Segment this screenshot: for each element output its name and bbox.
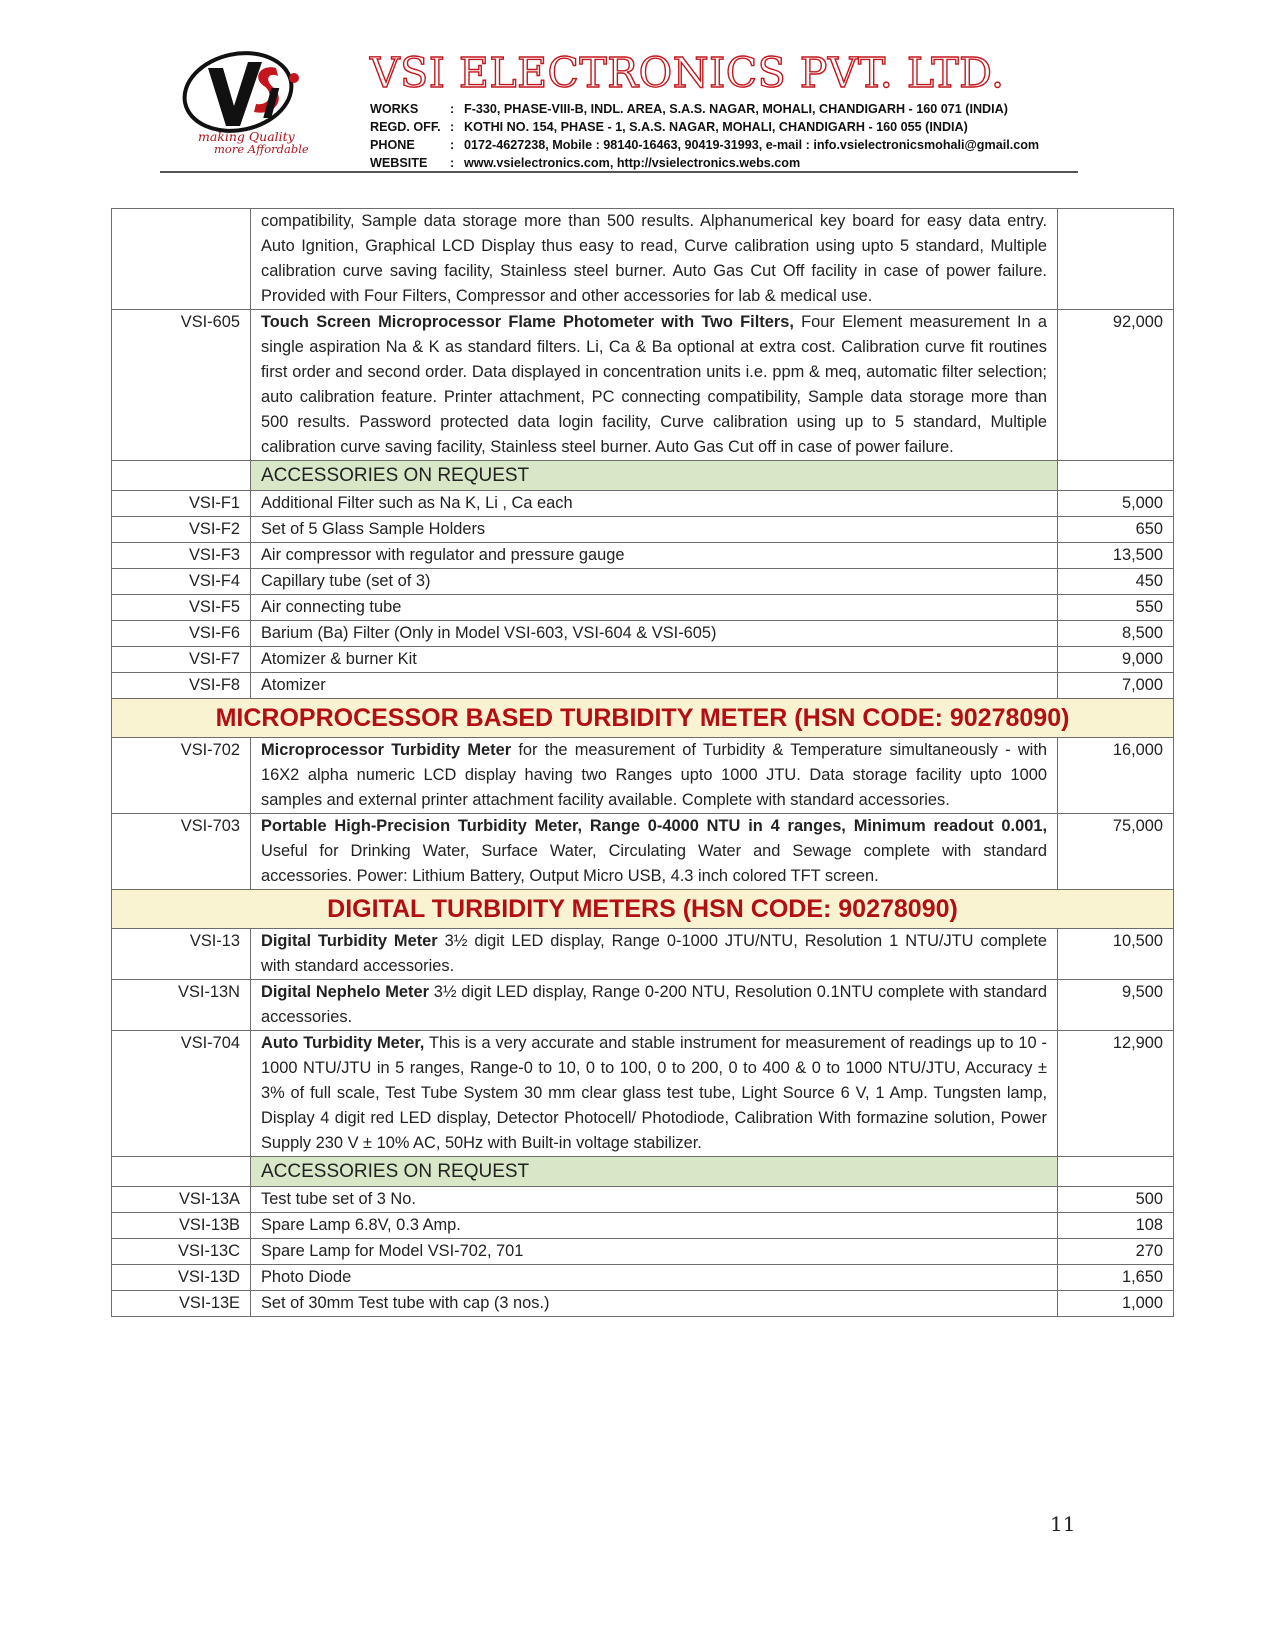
- product-description: [251, 814, 1058, 890]
- address-value: F-330, PHASE-VIII-B, INDL. AREA, S.A.S. NAGAR, MOHALI, CHANDIGARH - 160 071 (INDIA): [464, 102, 1008, 116]
- empty-cell: [112, 461, 251, 491]
- address-colon: :: [450, 156, 455, 170]
- table-row: [112, 621, 1174, 647]
- product-code: VSI-F2: [112, 517, 251, 543]
- product-price: 550: [1058, 595, 1174, 621]
- product-description: [251, 1031, 1058, 1157]
- table-row-vsi-702: [112, 738, 1174, 814]
- section-heading: DIGITAL TURBIDITY METERS (HSN CODE: 90278090): [112, 890, 1174, 929]
- section-header-row: [112, 890, 1174, 929]
- tagline-line1: making Quality: [198, 129, 295, 144]
- product-details: Four Element measurement In a single aspiration Na & K as standard filters. Li, Ca & Ba optional at extra cost. Calibration curve fit routines first order and second order. Data displayed in concentration units i.e. ppm & meq, automatic filter selection; auto calibration feature. Printer attachment, PC connecting compatibility, Sample data storage more than 500 results. Password protected data login facility, Curve calibration using up to 5 standard, Multiple calibration curve saving facility, Stainless steel burner. Auto Gas Cut off in case of power failure.: [261, 313, 1047, 456]
- product-price: 7,000: [1058, 673, 1174, 699]
- table-row: [112, 1265, 1174, 1291]
- product-code: VSI-13N: [112, 980, 251, 1031]
- table-row: [112, 595, 1174, 621]
- product-description: Capillary tube (set of 3): [251, 569, 1058, 595]
- address-colon: :: [450, 120, 455, 134]
- empty-cell: [1058, 461, 1174, 491]
- product-code: [112, 209, 251, 310]
- table-row: [112, 647, 1174, 673]
- product-description: Additional Filter such as Na K, Li , Ca each: [251, 491, 1058, 517]
- address-value: 0172-4627238, Mobile : 98140-16463, 90419-31993, e-mail : info.vsielectronicsmohali@gmail.com: [464, 138, 1040, 152]
- table-row-vsi-704: [112, 1031, 1174, 1157]
- price-list-table: [111, 208, 1174, 1317]
- product-description: Photo Diode: [251, 1265, 1058, 1291]
- address-label: WEBSITE: [370, 156, 428, 170]
- table-row-vsi-13: [112, 929, 1174, 980]
- product-code: VSI-704: [112, 1031, 251, 1157]
- product-price: 5,000: [1058, 491, 1174, 517]
- address-row-regd-off: [370, 118, 1130, 136]
- letterhead: [160, 44, 1115, 180]
- table-row: [112, 517, 1174, 543]
- product-name: Digital Turbidity Meter: [261, 932, 438, 950]
- product-description: Air connecting tube: [251, 595, 1058, 621]
- product-details: This is a very accurate and stable instrument for measurement of readings up to 10 - 1000 NTU/JTU in 5 ranges, Range-0 to 10, 0 to 100, 0 to 200, 0 to 400 & 0 to 1000 NTU/JTU, Accuracy ± 3% of full scale, Test Tube System 30 mm clear glass test tube, Light Source 6 V, 1 Amp. Tungsten lamp, Display 4 digit red LED display, Detector Photocell/ Photodiode, Calibration With formazine solution, Power Supply 230 V ± 10% AC, 50Hz with Built-in voltage stabilizer.: [261, 1034, 1047, 1152]
- table-row: [112, 543, 1174, 569]
- product-price: 108: [1058, 1213, 1174, 1239]
- product-price: 13,500: [1058, 543, 1174, 569]
- address-label: REGD. OFF.: [370, 120, 441, 134]
- accessories-header-row: [112, 1157, 1174, 1187]
- table-row-continued: [112, 209, 1174, 310]
- address-label: WORKS: [370, 102, 419, 116]
- table-row: [112, 1213, 1174, 1239]
- table-row-vsi-703: [112, 814, 1174, 890]
- product-code: VSI-703: [112, 814, 251, 890]
- empty-cell: [1058, 1157, 1174, 1187]
- product-price: 16,000: [1058, 738, 1174, 814]
- table-row: [112, 673, 1174, 699]
- product-price: 75,000: [1058, 814, 1174, 890]
- product-code: VSI-13D: [112, 1265, 251, 1291]
- product-details: 3½ digit LED display, Range 0-1000 JTU/NTU, Resolution 1 NTU/JTU complete with standard accessories.: [261, 932, 1047, 975]
- address-colon: :: [450, 102, 455, 116]
- product-description: Test tube set of 3 No.: [251, 1187, 1058, 1213]
- product-name: Portable High-Precision Turbidity Meter, Range 0-4000 NTU in 4 ranges, Minimum readout 0.001,: [261, 817, 1047, 835]
- accessories-header-row: [112, 461, 1174, 491]
- product-code: VSI-13C: [112, 1239, 251, 1265]
- product-name: Auto Turbidity Meter,: [261, 1034, 425, 1052]
- address-value: www.vsielectronics.com, http://vsielectronics.webs.com: [464, 156, 801, 170]
- address-label: PHONE: [370, 138, 415, 152]
- product-code: VSI-F3: [112, 543, 251, 569]
- empty-cell: [112, 1157, 251, 1187]
- product-description: [251, 929, 1058, 980]
- product-name: Touch Screen Microprocessor Flame Photometer with Two Filters,: [261, 313, 794, 331]
- address-value: KOTHI NO. 154, PHASE - 1, S.A.S. NAGAR, MOHALI, CHANDIGARH - 160 055 (INDIA): [464, 120, 968, 134]
- product-code: VSI-F6: [112, 621, 251, 647]
- product-price: 12,900: [1058, 1031, 1174, 1157]
- product-description: [251, 738, 1058, 814]
- header-divider: [160, 171, 1078, 173]
- product-details: Useful for Drinking Water, Surface Water, Circulating Water and Sewage complete with standard accessories. Power: Lithium Battery, Output Micro USB, 4.3 inch colored TFT screen.: [261, 842, 1047, 885]
- table-row: [112, 1187, 1174, 1213]
- logo-swoosh-icon: [178, 48, 308, 140]
- product-price: 500: [1058, 1187, 1174, 1213]
- product-price: 450: [1058, 569, 1174, 595]
- product-name: Microprocessor Turbidity Meter: [261, 741, 512, 759]
- product-price: 1,650: [1058, 1265, 1174, 1291]
- address-block: [370, 100, 1130, 172]
- product-code: VSI-13: [112, 929, 251, 980]
- product-description: Set of 5 Glass Sample Holders: [251, 517, 1058, 543]
- product-price: 270: [1058, 1239, 1174, 1265]
- product-price: 1,000: [1058, 1291, 1174, 1317]
- product-price: 92,000: [1058, 310, 1174, 461]
- product-description: Spare Lamp for Model VSI-702, 701: [251, 1239, 1058, 1265]
- company-name: VSI ELECTRONICS PVT. LTD.: [370, 49, 1005, 97]
- product-price: 10,500: [1058, 929, 1174, 980]
- product-description: [251, 980, 1058, 1031]
- table-row: [112, 1291, 1174, 1317]
- product-details: for the measurement of Turbidity & Temperature simultaneously - with 16X2 alpha numeric LCD display having two Ranges upto 1000 JTU. Data storage facility upto 1000 samples and external printer attachment facility available. Complete with standard accessories.: [261, 741, 1047, 809]
- address-colon: :: [450, 138, 455, 152]
- accessories-heading: ACCESSORIES ON REQUEST: [251, 1157, 1058, 1187]
- section-heading: MICROPROCESSOR BASED TURBIDITY METER (HSN CODE: 90278090): [112, 699, 1174, 738]
- product-code: VSI-702: [112, 738, 251, 814]
- section-header-row: [112, 699, 1174, 738]
- product-description: Atomizer: [251, 673, 1058, 699]
- product-price: 9,500: [1058, 980, 1174, 1031]
- product-price: 650: [1058, 517, 1174, 543]
- tagline-line2: more Affordable: [214, 142, 309, 156]
- product-name: Digital Nephelo Meter: [261, 983, 429, 1001]
- accessories-heading: ACCESSORIES ON REQUEST: [251, 461, 1058, 491]
- tagline: [160, 130, 320, 156]
- product-code: VSI-F5: [112, 595, 251, 621]
- product-price: 9,000: [1058, 647, 1174, 673]
- product-code: VSI-13A: [112, 1187, 251, 1213]
- product-price: 8,500: [1058, 621, 1174, 647]
- product-description: Set of 30mm Test tube with cap (3 nos.): [251, 1291, 1058, 1317]
- table-row: [112, 1239, 1174, 1265]
- product-code: VSI-F8: [112, 673, 251, 699]
- product-code: VSI-13B: [112, 1213, 251, 1239]
- product-price: [1058, 209, 1174, 310]
- table-row-vsi-605: [112, 310, 1174, 461]
- product-description: Spare Lamp 6.8V, 0.3 Amp.: [251, 1213, 1058, 1239]
- address-row-works: [370, 100, 1130, 118]
- page-number: 11: [1050, 1512, 1076, 1536]
- product-code: VSI-13E: [112, 1291, 251, 1317]
- product-code: VSI-F4: [112, 569, 251, 595]
- product-code: VSI-605: [112, 310, 251, 461]
- product-description: Air compressor with regulator and pressure gauge: [251, 543, 1058, 569]
- product-description: Atomizer & burner Kit: [251, 647, 1058, 673]
- product-description: compatibility, Sample data storage more than 500 results. Alphanumerical key board for easy data entry. Auto Ignition, Graphical LCD Display thus easy to read, Curve calibration using upto 5 standard, Multiple calibration curve saving facility, Stainless steel burner. Auto Gas Cut Off facility in case of power failure. Provided with Four Filters, Compressor and other accessories for lab & medical use.: [251, 209, 1058, 310]
- product-code: VSI-F7: [112, 647, 251, 673]
- product-description: [251, 310, 1058, 461]
- address-row-website: [370, 154, 1130, 172]
- table-row: [112, 491, 1174, 517]
- address-row-phone: [370, 136, 1130, 154]
- product-details: 3½ digit LED display, Range 0-200 NTU, Resolution 0.1NTU complete with standard accessories.: [261, 983, 1047, 1026]
- table-row: [112, 569, 1174, 595]
- product-code: VSI-F1: [112, 491, 251, 517]
- table-row-vsi-13n: [112, 980, 1174, 1031]
- product-description: Barium (Ba) Filter (Only in Model VSI-603, VSI-604 & VSI-605): [251, 621, 1058, 647]
